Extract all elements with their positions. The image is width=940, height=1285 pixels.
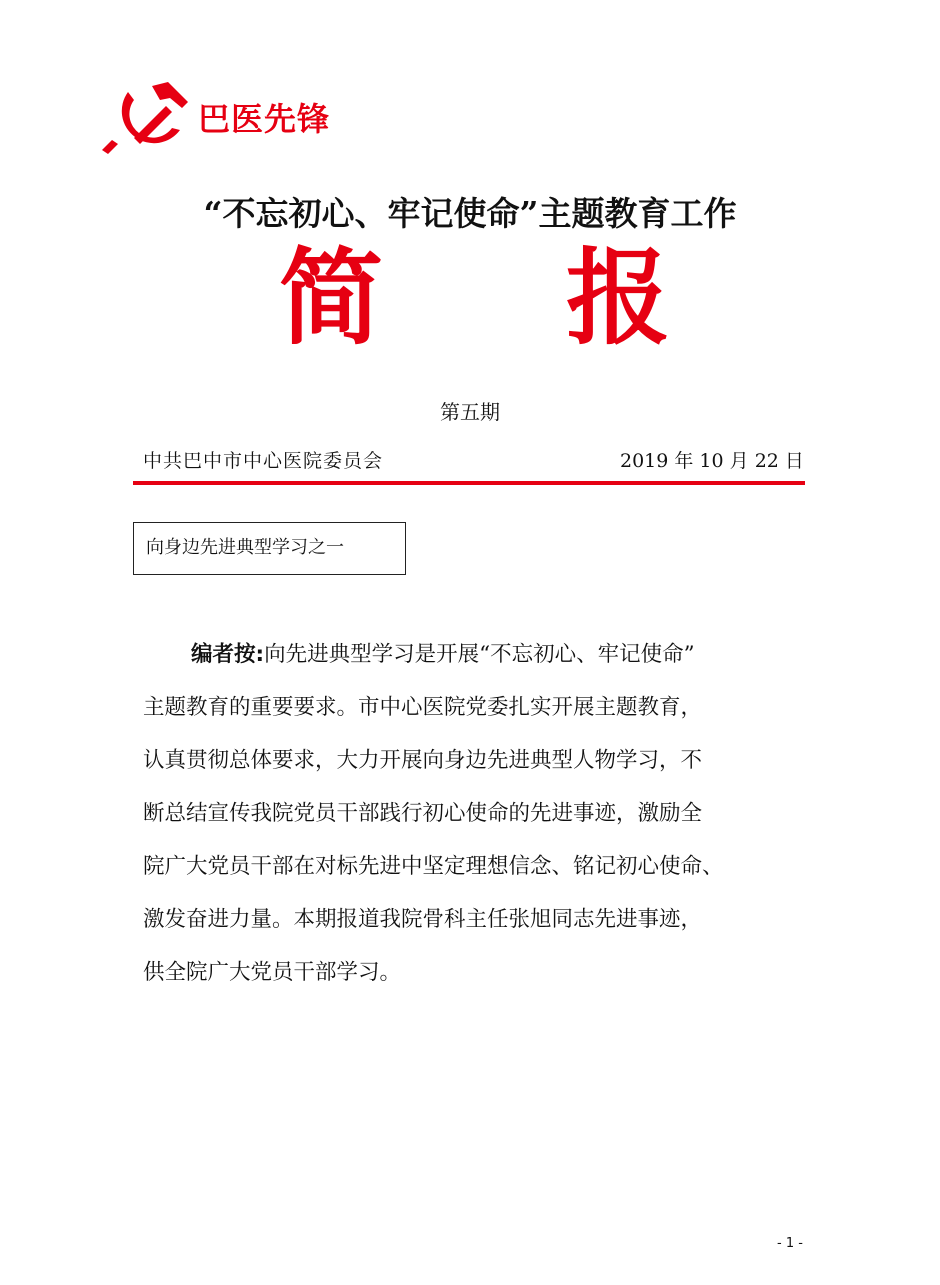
page-number: - 1 - (777, 1236, 803, 1251)
editor-note-text: 向先进典型学习是开展“不忘初心、牢记使命” (264, 642, 695, 667)
editor-note-line (143, 628, 815, 681)
issue-date: 2019 年 10 月 22 日 (620, 450, 804, 472)
bulletin-title-right: 报 (566, 236, 671, 359)
editor-note-lead: 编者按: (191, 642, 265, 667)
editor-note-line: 主题教育的重要要求。市中心医院党委扎实开展主题教育， (143, 695, 703, 720)
editor-note-line: 供全院广大党员干部学习。 (143, 960, 402, 985)
hammer-and-sickle-icon (98, 78, 190, 156)
issuing-organization: 中共巴中市中心医院委员会 (143, 450, 384, 472)
editor-note-line: 院广大党员干部在对标先进中坚定理想信念、铭记初心使命、 (143, 854, 724, 879)
header-divider (133, 481, 805, 485)
editor-note-line: 认真贯彻总体要求，大力开展向身边先进典型人物学习，不 (143, 748, 703, 773)
logo (98, 78, 398, 156)
bulletin-subtitle: “不忘初心、牢记使命”主题教育工作 (203, 194, 737, 233)
issue-number: 第五期 (440, 400, 500, 424)
editor-note-line: 断总结宣传我院党员干部践行初心使命的先进事迹，激励全 (143, 801, 703, 826)
bulletin-title-left: 简 (279, 236, 384, 359)
section-label-box: 向身边先进典型学习之一 (133, 522, 406, 575)
editor-note (143, 628, 815, 999)
logo-text: 巴医先锋 (198, 100, 331, 138)
editor-note-line: 激发奋进力量。本期报道我院骨科主任张旭同志先进事迹， (143, 907, 703, 932)
